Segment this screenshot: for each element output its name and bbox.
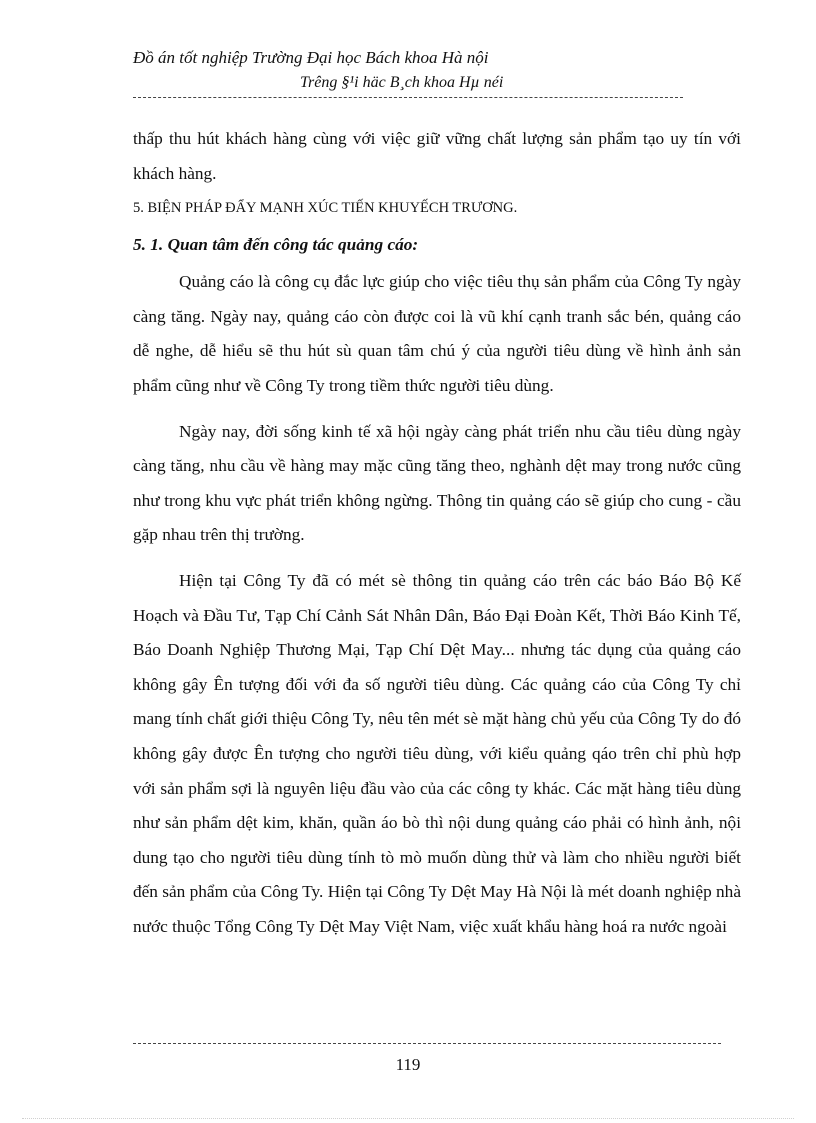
page-edge-dots [22,1118,794,1119]
paragraph: Quảng cáo là công cụ đắc lực giúp cho việc tiêu thụ sản phẩm của Công Ty ngày càng tăng. Ngày nay, quảng cáo còn được coi là vũ khí cạnh tranh sắc bén, quảng cáo dễ nghe, dễ hiểu sẽ thu hút sù quan tâm chú ý của người tiêu dùng về hình ảnh sản phẩm cũng như về Công Ty trong tiềm thức người tiêu dùng. [133,272,741,395]
running-header: Đồ án tốt nghiệp Trường Đại học Bách khoa Hà nội [133,48,489,67]
section-heading: 5. BIỆN PHÁP ĐẨY MẠNH XÚC TIẾN KHUYẾCH TRƯƠNG. [133,200,518,217]
paragraph: Ngày nay, đời sống kinh tế xã hội ngày càng phát triển nhu cầu tiêu dùng ngày càng tăng, nhu cầu về hàng may mặc cũng tăng theo, nghành dệt may trong nước cũng như trong khu vực phát triển không ngừng. Thông tin quảng cáo sẽ giúp cho cung - cầu gặp nhau trên thị trường. [133,421,741,545]
footer-divider [133,1043,721,1044]
page-number: 119 [395,1055,421,1074]
page-body [133,122,741,944]
paragraph-continuation: thấp thu hút khách hàng cùng với việc giữ vững chất lượng sản phẩm tạo uy tín với khách hàng. [133,129,741,183]
header-divider [133,97,683,98]
paragraph: Hiện tại Công Ty đã có mét sè thông tin quảng cáo trên các báo Báo Bộ Kế Hoạch và Đầu Tư, Tạp Chí Cảnh Sát Nhân Dân, Báo Đại Đoàn Kết, Thời Báo Kinh Tế, Báo Doanh Nghiệp Thương Mại, Tạp Chí Dệt May... nhưng tác dụng của quảng cáo không gây Ên tượng đối với đa số người tiêu dùng. Các quảng cáo của Công Ty chỉ mang tính chất giới thiệu Công Ty, nêu tên mét sè mặt hàng chủ yếu của Công Ty do đó không gây được Ên tượng cho người tiêu dùng, với kiểu quảng qáo trên chỉ phù hợp với sản phẩm sợi là nguyên liệu đầu vào của các công ty khác. Các mặt hàng tiêu dùng như sản phẩm dệt kim, khăn, quần áo bò thì nội dung quảng cáo phải có hình ảnh, nội dung tạo cho người tiêu dùng tính tò mò muốn dùng thử và làm cho nhiều người biết đến sản phẩm của Công Ty. Hiện tại Công Ty Dệt May Hà Nội là mét doanh nghiệp nhà nước thuộc Tổng Công Ty Dệt May Việt Nam, việc xuất khẩu hàng hoá ra nước ngoài [133,570,741,936]
running-header-garbled: Trêng §¹i häc B¸ch khoa Hµ néi [300,74,504,91]
subsection-heading: 5. 1. Quan tâm đến công tác quảng cáo: [133,235,419,255]
